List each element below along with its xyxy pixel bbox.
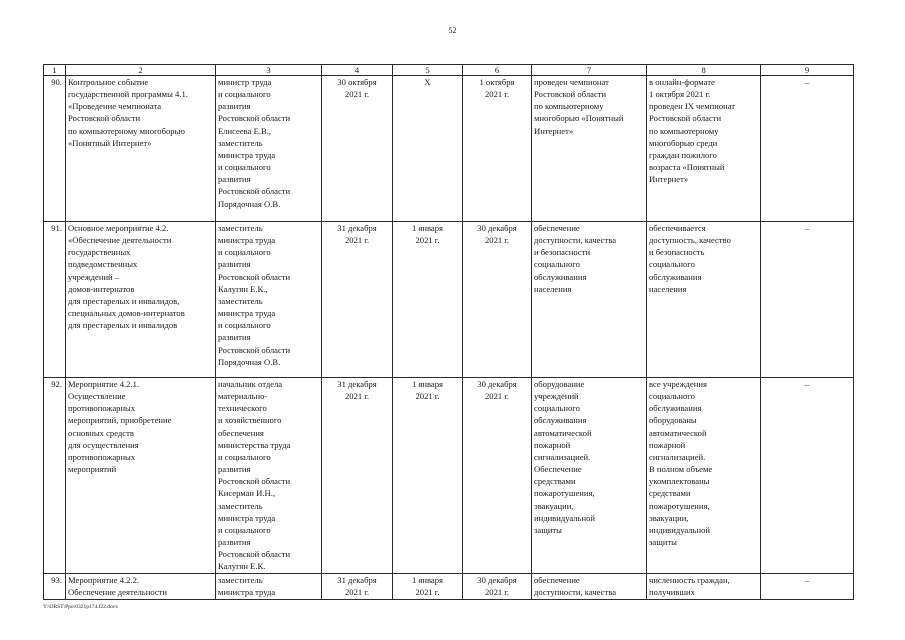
start-date-cell: 1 января 2021 г. — [393, 573, 463, 599]
footer-file-path: Y:\ORST\Ppo\0321p174.f22.docx — [43, 604, 118, 610]
column-number: 9 — [761, 65, 854, 76]
table-row — [44, 378, 854, 574]
start-date-cell: X — [393, 76, 463, 222]
start-date-cell: 1 января 2021 г. — [393, 378, 463, 574]
event-name-cell: Мероприятие 4.2.2. Обеспечение деятельности — [66, 573, 216, 599]
page-number: 52 — [448, 26, 457, 35]
responsible-cell: заместитель министра труда — [216, 573, 322, 599]
row-number: 92. — [44, 378, 66, 574]
expected-result-cell: оборудование учреждений социального обслуживания автоматической пожарной сигнализацией. Обеспечение средствами пожаротушения, эвакуации, индивидуальной защиты — [532, 378, 647, 574]
column-number-row — [44, 65, 854, 76]
column-number: 4 — [322, 65, 393, 76]
plan-date-cell: 31 декабря 2021 г. — [322, 573, 393, 599]
event-name-cell: Мероприятие 4.2.1. Осуществление противопожарных мероприятий, приобретение основных средств для осуществления противопожарных мероприятий — [66, 378, 216, 574]
note-cell: – — [761, 378, 854, 574]
event-name-cell: Контрольное событие государственной программы 4.1. «Проведение чемпионата Ростовской области по компьютерному многоборью «Понятный Интернет» — [66, 76, 216, 222]
plan-date-cell: 31 декабря 2021 г. — [322, 378, 393, 574]
start-date-cell: 1 января 2021 г. — [393, 222, 463, 378]
expected-result-cell: обеспечение доступности, качества — [532, 573, 647, 599]
plan-date-cell: 30 октября 2021 г. — [322, 76, 393, 222]
fact-date-cell: 30 декабря 2021 г. — [463, 378, 532, 574]
table-row — [44, 76, 854, 222]
actual-result-cell: в онлайн-формате 1 октября 2021 г. проведен IX чемпионат Ростовской области по компьютерному многоборью среди граждан пожилого возраста «Понятный Интернет» — [647, 76, 761, 222]
column-number: 2 — [66, 65, 216, 76]
responsible-cell: министр труда и социального развития Ростовской области Елисеева Е.В., заместитель министра труда и социального развития Ростовской области Порядочная О.В. — [216, 76, 322, 222]
fact-date-cell: 1 октября 2021 г. — [463, 76, 532, 222]
column-number: 3 — [216, 65, 322, 76]
row-number: 90. — [44, 76, 66, 222]
note-cell: – — [761, 573, 854, 599]
actual-result-cell: все учреждения социального обслуживания оборудованы автоматической пожарной сигнализацией. В полном объеме укомплектованы средствами пожаротушения, эвакуации, индивидуальной защиты — [647, 378, 761, 574]
actual-result-cell: обеспечивается доступность, качество и безопасность социального обслуживания населения — [647, 222, 761, 378]
column-number: 5 — [393, 65, 463, 76]
responsible-cell: заместитель министра труда и социального развития Ростовской области Калугян Е.К., заместитель министра труда и социального развития Ростовской области Порядочная О.В. — [216, 222, 322, 378]
event-name-cell: Основное мероприятие 4.2. «Обеспечение деятельности государственных подведомственных учреждений – домов-интернатов для престарелых и инвалидов, специальных домов-интернатов для престарелых и инвалидов — [66, 222, 216, 378]
column-number: 1 — [44, 65, 66, 76]
table-row — [44, 222, 854, 378]
note-cell: – — [761, 76, 854, 222]
report-table — [43, 64, 854, 600]
row-number: 91. — [44, 222, 66, 378]
responsible-cell: начальник отдела материально- технического и хозяйственного обеспечения министерства труда и социального развития Ростовской области Кисерман И.Н., заместитель министра труда и социального развития Ростовской области Калугян Е.К. — [216, 378, 322, 574]
note-cell: – — [761, 222, 854, 378]
fact-date-cell: 30 декабря 2021 г. — [463, 222, 532, 378]
plan-date-cell: 31 декабря 2021 г. — [322, 222, 393, 378]
column-number: 7 — [532, 65, 647, 76]
fact-date-cell: 30 декабря 2021 г. — [463, 573, 532, 599]
row-number: 93. — [44, 573, 66, 599]
table-row — [44, 573, 854, 599]
expected-result-cell: обеспечение доступности, качества и безопасности социального обслуживания населения — [532, 222, 647, 378]
actual-result-cell: численность граждан, получивших — [647, 573, 761, 599]
column-number: 8 — [647, 65, 761, 76]
column-number: 6 — [463, 65, 532, 76]
expected-result-cell: проведен чемпионат Ростовской области по компьютерному многоборью «Понятный Интернет» — [532, 76, 647, 222]
